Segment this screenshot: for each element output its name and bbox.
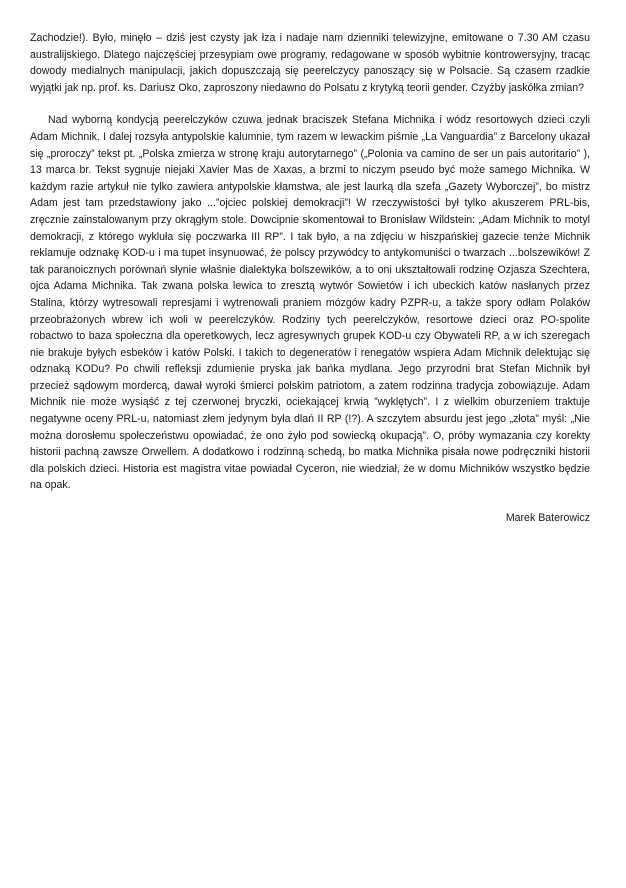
paragraph-2: Nad wyborną kondycją peerelczyków czuwa jednak braciszek Stefana Michnika i wódz resortowych dzieci czyli Adam Michnik. I dalej rozsyła antypolskie kalumnie, tym razem w lewackim piśmie „La Vanguardia” z Barcelony ukazał się „proroczy” tekst pt. „Polska zmierza w stronę kraju autorytarnego” („Polonia va camino de ser un pais autoritario” ), 13 marca br. Tekst sygnuje niejaki Xavier Mas de Xaxas, a brzmi to niczym pseudo być może samego Michnika. W każdym razie artykuł nie tylko zawiera antypolskie kłamstwa, ale jest laurką dla szefa „Gazety Wyborczej”, bo mistrz Adam jest tam przedstawiony jako ...”ojciec polskiej demokracji”! W rzeczywistości był tylko akuszerem PRL-bis, zręcznie zainstalowanym przy okrągłym stole. Dowcipnie skomentował to Bronisław Wildstein: „Adam Michnik to motyl demokracji, z którego wykluła się poczwarka III RP”. I tak było, a na zdjęciu w hiszpańskiej gazecie tenże Michnik reklamuje odznakę KOD-u i ma tupet insynuować, że polscy przywódcy to antykomuniści o twarzach ...bolszewików! Z tak paranoicznych porównań słynie właśnie dialektyka bolszewików, a to oni ukształtowali rodzinę Ozjasza Szechtera, ojca Adama Michnika. Tak zwana polska lewica to zresztą wytwór Sowietów i ich ubeckich katów nasłanych przez Stalina, którzy wytresowali represjami i wytrenowali praniem mózgów kadry PZPR-u, a także spory odłam Polaków przeobrażonych wbrew ich woli w peerelczyków. Rodziny tych peerelczyków, resortowe dzieci oraz PO-spolite robactwo to baza społeczna dla operetkowych, lecz agresywnych grupek KOD-u czy Obywateli RP, a w ich szeregach nie brakuje byłych esbeków i katów Polski. I takich to degeneratów i renegatów wspiera Adam Michnik delektując się odznaką KODu? Po chwili refleksji zdumienie pryska jak bańka mydlana. Jego przyrodni brat Stefan Michnik był przecież sądowym mordercą, dawał wyroki śmierci polskim patriotom, a zatem rodzinna tradycja zobowiązuje. Adam Michnik nie może wysiąść z tej czerwonej bryczki, ociekającej krwią ”wyklętych”. I z wielkim oburzeniem traktuje negatywne oceny PRL-u, natomiast złem jedynym była dlań II RP (!?). A szczytem absurdu jest jego „złota” myśl: „Nie można dorosłemu społeczeństwu opowiadać, że ono żyło pod sowiecką okupacją”. O, próby wymazania czy korekty historii pachną zawsze Orwellem. A dodatkowo i rodzinną schedą, bo matka Michnika pisała nowe podręczniki historii dla polskich dzieci. Historia est magistra vitae powiadał Cyceron, nie wiedział, że w domu Michników wszystko będzie na opak. bbox=[30, 114, 590, 492]
author-signature: Marek Baterowicz bbox=[505, 512, 590, 525]
paragraph-1: Zachodzie!). Było, minęło – dziś jest czysty jak łza i nadaje nam dzienniki telewizyjne, emitowane o 7.30 AM czasu australijskiego. Dlatego najczęściej przesypiam owe programy, redagowane w sposób wybitnie kontrowersyjny, tracąc dowody medialnych manipulacji, jakich dopuszczają się peerelczycy panoszący się w Polsacie. Są czasem rzadkie wyjątki jak np. prof. ks. Dariusz Oko, zaproszony niedawno do Polsatu z krytyką teorii gender. Czyżby jaskółka zmian? bbox=[30, 32, 590, 94]
document-page bbox=[30, 30, 590, 527]
